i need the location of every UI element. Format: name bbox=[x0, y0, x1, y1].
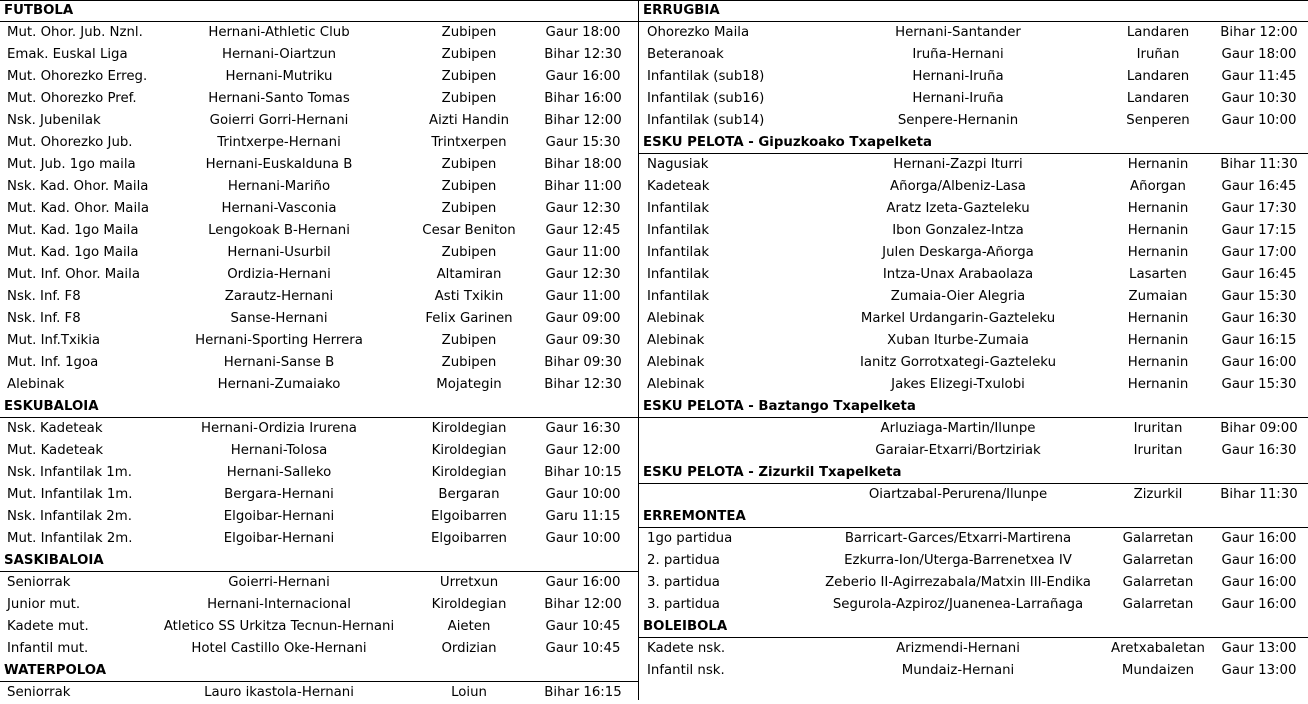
category-cell: Alebinak bbox=[7, 377, 65, 392]
venue-cell: Urretxun bbox=[439, 575, 499, 590]
time-cell: Bihar 11:30 bbox=[1220, 157, 1298, 172]
time-cell: Gaur 11:00 bbox=[545, 245, 621, 260]
match-cell: Xuban Iturbe-Zumaia bbox=[887, 333, 1029, 348]
section-title: ERRUGBIA bbox=[639, 0, 1308, 22]
section-esku-pelota-gipuzkoako-txapelketa bbox=[639, 132, 1308, 396]
match-cell: Senpere-Hernanin bbox=[897, 113, 1019, 128]
time-cell: Gaur 18:00 bbox=[1221, 47, 1297, 62]
table-row bbox=[639, 418, 1308, 440]
match-cell: Iruña-Hernani bbox=[912, 47, 1004, 62]
table-row bbox=[639, 198, 1308, 220]
table-row bbox=[639, 66, 1308, 88]
match-cell: Lengokoak B-Hernani bbox=[208, 223, 350, 238]
venue-cell: Zubipen bbox=[441, 245, 497, 260]
time-cell: Gaur 10:30 bbox=[1221, 91, 1297, 106]
time-cell: Garu 11:15 bbox=[545, 509, 621, 524]
venue-cell: Kiroldegian bbox=[431, 421, 507, 436]
venue-cell: Iruñan bbox=[1136, 47, 1180, 62]
time-cell: Gaur 13:00 bbox=[1221, 641, 1297, 656]
category-cell: Alebinak bbox=[647, 333, 705, 348]
time-cell: Bihar 18:00 bbox=[544, 157, 622, 172]
category-cell: Nsk. Inf. F8 bbox=[7, 289, 81, 304]
match-cell: Hernani-Mutriku bbox=[225, 69, 333, 84]
venue-cell: Iruritan bbox=[1133, 421, 1183, 436]
category-cell: Nsk. Inf. F8 bbox=[7, 311, 81, 326]
table-row bbox=[639, 352, 1308, 374]
category-cell: Infantilak bbox=[647, 267, 710, 282]
match-cell: Sanse-Hernani bbox=[230, 311, 328, 326]
time-cell: Gaur 16:15 bbox=[1221, 333, 1297, 348]
category-cell: 3. partidua bbox=[647, 597, 720, 612]
table-row bbox=[639, 286, 1308, 308]
category-cell: Infantilak bbox=[647, 223, 710, 238]
section-errugbia bbox=[639, 0, 1308, 132]
venue-cell: Hernanin bbox=[1127, 157, 1189, 172]
time-cell: Gaur 18:00 bbox=[545, 25, 621, 40]
table-row bbox=[639, 484, 1308, 506]
table-row bbox=[639, 594, 1308, 616]
match-cell: Jakes Elizegi-Txulobi bbox=[891, 377, 1025, 392]
match-cell: Elgoibar-Hernani bbox=[223, 509, 335, 524]
category-cell: Mut. Jub. 1go maila bbox=[7, 157, 136, 172]
venue-cell: Kiroldegian bbox=[431, 465, 507, 480]
time-cell: Bihar 11:00 bbox=[544, 179, 622, 194]
category-cell: Mut. Infantilak 2m. bbox=[7, 531, 133, 546]
table-row bbox=[639, 572, 1308, 594]
match-cell: Goierri Gorri-Hernani bbox=[209, 113, 349, 128]
match-cell: Hernani-Usurbil bbox=[227, 245, 331, 260]
category-cell: Kadete nsk. bbox=[647, 641, 726, 656]
match-cell: Lauro ikastola-Hernani bbox=[204, 685, 354, 700]
time-cell: Gaur 09:00 bbox=[545, 311, 621, 326]
table-row bbox=[0, 682, 638, 704]
table-row bbox=[0, 528, 638, 550]
venue-cell: Hernanin bbox=[1127, 311, 1189, 326]
venue-cell: Altamiran bbox=[436, 267, 502, 282]
venue-cell: Zumaian bbox=[1128, 289, 1188, 304]
match-cell: Ordizia-Hernani bbox=[227, 267, 331, 282]
table-row bbox=[0, 440, 638, 462]
time-cell: Bihar 11:30 bbox=[1220, 487, 1298, 502]
time-cell: Gaur 12:30 bbox=[545, 267, 621, 282]
match-cell: Ezkurra-Ion/Uterga-Barrenetxea IV bbox=[844, 553, 1072, 568]
match-cell: Zeberio II-Agirrezabala/Matxin III-Endika bbox=[825, 575, 1091, 590]
category-cell: Nsk. Kadeteak bbox=[7, 421, 103, 436]
venue-cell: Galarretan bbox=[1122, 531, 1194, 546]
table-row bbox=[0, 22, 638, 44]
category-cell: Infantil mut. bbox=[7, 641, 89, 656]
venue-cell: Zubipen bbox=[441, 91, 497, 106]
category-cell: 2. partidua bbox=[647, 553, 720, 568]
table-row bbox=[0, 242, 638, 264]
table-row bbox=[0, 418, 638, 440]
time-cell: Gaur 16:00 bbox=[1221, 553, 1297, 568]
time-cell: Gaur 17:30 bbox=[1221, 201, 1297, 216]
category-cell: Alebinak bbox=[647, 311, 705, 326]
time-cell: Gaur 11:00 bbox=[545, 289, 621, 304]
table-row bbox=[0, 198, 638, 220]
section-title: ERREMONTEA bbox=[639, 506, 1308, 528]
section-title: FUTBOLA bbox=[0, 0, 638, 22]
venue-cell: Zubipen bbox=[441, 355, 497, 370]
category-cell: Mut. Inf. 1goa bbox=[7, 355, 99, 370]
time-cell: Bihar 12:00 bbox=[544, 597, 622, 612]
time-cell: Bihar 12:00 bbox=[544, 113, 622, 128]
venue-cell: Landaren bbox=[1126, 69, 1190, 84]
match-cell: Hernani-Sporting Herrera bbox=[195, 333, 363, 348]
match-cell: Hernani-Internacional bbox=[207, 597, 351, 612]
time-cell: Bihar 16:15 bbox=[544, 685, 622, 700]
category-cell: Ohorezko Maila bbox=[647, 25, 750, 40]
table-row bbox=[0, 462, 638, 484]
venue-cell: Iruritan bbox=[1133, 443, 1183, 458]
category-cell: Infantilak bbox=[647, 201, 710, 216]
table-row bbox=[0, 110, 638, 132]
venue-cell: Zubipen bbox=[441, 157, 497, 172]
time-cell: Gaur 10:00 bbox=[545, 487, 621, 502]
venue-cell: Landaren bbox=[1126, 91, 1190, 106]
category-cell: Infantilak bbox=[647, 245, 710, 260]
section-futbola bbox=[0, 0, 638, 396]
match-cell: Hernani-Euskalduna B bbox=[205, 157, 353, 172]
match-cell: Hernani-Zumaiako bbox=[217, 377, 341, 392]
match-cell: Ibon Gonzalez-Intza bbox=[892, 223, 1024, 238]
match-cell: Hernani-Zazpi Iturri bbox=[893, 157, 1023, 172]
table-row bbox=[0, 88, 638, 110]
venue-cell: Hernanin bbox=[1127, 201, 1189, 216]
category-cell: Mut. Infantilak 1m. bbox=[7, 487, 133, 502]
match-cell: Oiartzabal-Perurena/Ilunpe bbox=[868, 487, 1048, 502]
venue-cell: Añorgan bbox=[1130, 179, 1186, 194]
table-row bbox=[639, 176, 1308, 198]
category-cell: Alebinak bbox=[647, 355, 705, 370]
time-cell: Gaur 12:45 bbox=[545, 223, 621, 238]
table-row bbox=[0, 154, 638, 176]
table-row bbox=[639, 330, 1308, 352]
time-cell: Gaur 11:45 bbox=[1221, 69, 1297, 84]
time-cell: Bihar 16:00 bbox=[544, 91, 622, 106]
time-cell: Gaur 17:00 bbox=[1221, 245, 1297, 260]
category-cell: Infantilak (sub18) bbox=[647, 69, 765, 84]
category-cell: Mut. Kad. 1go Maila bbox=[7, 223, 139, 238]
table-row bbox=[0, 572, 638, 594]
venue-cell: Elgoibarren bbox=[431, 509, 507, 524]
table-row bbox=[639, 550, 1308, 572]
time-cell: Gaur 16:30 bbox=[1221, 311, 1297, 326]
category-cell: Junior mut. bbox=[7, 597, 81, 612]
time-cell: Gaur 15:30 bbox=[1221, 377, 1297, 392]
venue-cell: Cesar Beniton bbox=[422, 223, 516, 238]
match-cell: Hernani-Ordizia Irurena bbox=[201, 421, 357, 436]
time-cell: Bihar 09:30 bbox=[544, 355, 622, 370]
left-column bbox=[0, 0, 638, 704]
category-cell: Beteranoak bbox=[647, 47, 724, 62]
section-title: ESKU PELOTA - Zizurkil Txapelketa bbox=[639, 462, 1308, 484]
table-row bbox=[639, 110, 1308, 132]
time-cell: Bihar 09:00 bbox=[1220, 421, 1298, 436]
category-cell: Mut. Inf.Txikia bbox=[7, 333, 101, 348]
match-cell: Elgoibar-Hernani bbox=[223, 531, 335, 546]
table-row bbox=[0, 594, 638, 616]
table-row bbox=[0, 264, 638, 286]
section-erremontea bbox=[639, 506, 1308, 616]
time-cell: Bihar 12:00 bbox=[1220, 25, 1298, 40]
table-row bbox=[0, 44, 638, 66]
venue-cell: Zubipen bbox=[441, 69, 497, 84]
table-row bbox=[0, 374, 638, 396]
category-cell: Nagusiak bbox=[647, 157, 709, 172]
match-cell: Intza-Unax Arabaolaza bbox=[882, 267, 1034, 282]
table-row bbox=[639, 88, 1308, 110]
venue-cell: Zubipen bbox=[441, 333, 497, 348]
category-cell: 1go partidua bbox=[647, 531, 733, 546]
venue-cell: Kiroldegian bbox=[431, 597, 507, 612]
time-cell: Gaur 09:30 bbox=[545, 333, 621, 348]
venue-cell: Mundaizen bbox=[1121, 663, 1195, 678]
match-cell: Hernani-Iruña bbox=[912, 69, 1004, 84]
venue-cell: Zubipen bbox=[441, 179, 497, 194]
match-cell: Arluziaga-Martin/Ilunpe bbox=[880, 421, 1036, 436]
table-row bbox=[639, 638, 1308, 660]
time-cell: Gaur 10:00 bbox=[1221, 113, 1297, 128]
category-cell: Infantilak (sub14) bbox=[647, 113, 765, 128]
time-cell: Bihar 12:30 bbox=[544, 47, 622, 62]
category-cell: Alebinak bbox=[647, 377, 705, 392]
table-row bbox=[639, 22, 1308, 44]
time-cell: Gaur 16:00 bbox=[545, 69, 621, 84]
venue-cell: Trintxerpen bbox=[431, 135, 507, 150]
category-cell: Seniorrak bbox=[7, 685, 71, 700]
match-cell: Zumaia-Oier Alegria bbox=[890, 289, 1026, 304]
match-cell: Zarautz-Hernani bbox=[224, 289, 334, 304]
venue-cell: Galarretan bbox=[1122, 553, 1194, 568]
match-cell: Aratz Izeta-Gazteleku bbox=[886, 201, 1030, 216]
section-title: ESKUBALOIA bbox=[0, 396, 638, 418]
venue-cell: Senperen bbox=[1126, 113, 1190, 128]
venue-cell: Lasarten bbox=[1129, 267, 1187, 282]
section-title: SASKIBALOIA bbox=[0, 550, 638, 572]
category-cell: Nsk. Infantilak 2m. bbox=[7, 509, 132, 524]
time-cell: Gaur 16:00 bbox=[1221, 531, 1297, 546]
match-cell: Hernani-Santander bbox=[895, 25, 1021, 40]
time-cell: Gaur 16:45 bbox=[1221, 267, 1297, 282]
venue-cell: Hernanin bbox=[1127, 377, 1189, 392]
venue-cell: Loiun bbox=[451, 685, 487, 700]
table-row bbox=[639, 264, 1308, 286]
time-cell: Gaur 16:30 bbox=[1221, 443, 1297, 458]
category-cell: Seniorrak bbox=[7, 575, 71, 590]
category-cell: Kadeteak bbox=[647, 179, 710, 194]
category-cell: Kadete mut. bbox=[7, 619, 89, 634]
category-cell: Nsk. Infantilak 1m. bbox=[7, 465, 132, 480]
category-cell: Mut. Kad. 1go Maila bbox=[7, 245, 139, 260]
table-row bbox=[639, 44, 1308, 66]
section-waterpoloa bbox=[0, 660, 638, 704]
table-row bbox=[0, 66, 638, 88]
match-cell: Julen Deskarga-Añorga bbox=[882, 245, 1034, 260]
match-cell: Mundaiz-Hernani bbox=[901, 663, 1015, 678]
category-cell: Infantil nsk. bbox=[647, 663, 725, 678]
table-row bbox=[0, 616, 638, 638]
category-cell: Infantilak bbox=[647, 289, 710, 304]
time-cell: Gaur 12:00 bbox=[545, 443, 621, 458]
venue-cell: Zubipen bbox=[441, 47, 497, 62]
category-cell: Mut. Ohorezko Pref. bbox=[7, 91, 137, 106]
match-cell: Barricart-Garces/Etxarri-Martirena bbox=[844, 531, 1072, 546]
table-row bbox=[639, 440, 1308, 462]
category-cell: Infantilak (sub16) bbox=[647, 91, 765, 106]
venue-cell: Asti Txikin bbox=[434, 289, 504, 304]
venue-cell: Felix Garinen bbox=[425, 311, 513, 326]
time-cell: Gaur 16:00 bbox=[545, 575, 621, 590]
match-cell: Ianitz Gorrotxategi-Gazteleku bbox=[859, 355, 1057, 370]
category-cell: Mut. Ohor. Jub. Nznl. bbox=[7, 25, 143, 40]
section-eskubaloia bbox=[0, 396, 638, 550]
match-cell: Hernani-Sanse B bbox=[223, 355, 335, 370]
table-row bbox=[0, 308, 638, 330]
table-row bbox=[639, 308, 1308, 330]
category-cell: Mut. Kadeteak bbox=[7, 443, 104, 458]
match-cell: Hernani-Santo Tomas bbox=[208, 91, 350, 106]
time-cell: Gaur 17:15 bbox=[1221, 223, 1297, 238]
match-cell: Hernani-Mariño bbox=[227, 179, 331, 194]
match-cell: Hernani-Salleko bbox=[226, 465, 332, 480]
match-cell: Añorga/Albeniz-Lasa bbox=[890, 179, 1026, 194]
time-cell: Gaur 15:30 bbox=[1221, 289, 1297, 304]
category-cell: 3. partidua bbox=[647, 575, 720, 590]
table-row bbox=[0, 330, 638, 352]
table-row bbox=[639, 660, 1308, 682]
time-cell: Gaur 10:45 bbox=[545, 619, 621, 634]
time-cell: Gaur 10:00 bbox=[545, 531, 621, 546]
table-row bbox=[639, 242, 1308, 264]
venue-cell: Zubipen bbox=[441, 25, 497, 40]
match-cell: Hernani-Oiartzun bbox=[221, 47, 337, 62]
match-cell: Hernani-Vasconia bbox=[221, 201, 337, 216]
section-esku-pelota-zizurkil-txapelketa bbox=[639, 462, 1308, 506]
category-cell: Mut. Kad. Ohor. Maila bbox=[7, 201, 149, 216]
venue-cell: Zizurkil bbox=[1133, 487, 1183, 502]
venue-cell: Zubipen bbox=[441, 201, 497, 216]
match-cell: Hernani-Athletic Club bbox=[208, 25, 350, 40]
venue-cell: Aizti Handin bbox=[428, 113, 510, 128]
table-row bbox=[0, 220, 638, 242]
match-cell: Bergara-Hernani bbox=[224, 487, 334, 502]
match-cell: Trintxerpe-Hernani bbox=[217, 135, 341, 150]
right-column bbox=[638, 0, 1308, 700]
venue-cell: Kiroldegian bbox=[431, 443, 507, 458]
venue-cell: Ordizian bbox=[441, 641, 497, 656]
match-cell: Segurola-Azpiroz/Juanenea-Larrañaga bbox=[832, 597, 1084, 612]
venue-cell: Elgoibarren bbox=[431, 531, 507, 546]
section-boleibola bbox=[639, 616, 1308, 682]
category-cell: Mut. Inf. Ohor. Maila bbox=[7, 267, 140, 282]
venue-cell: Bergaran bbox=[438, 487, 500, 502]
match-cell: Hernani-Tolosa bbox=[230, 443, 328, 458]
match-cell: Goierri-Hernani bbox=[228, 575, 330, 590]
time-cell: Gaur 13:00 bbox=[1221, 663, 1297, 678]
time-cell: Gaur 15:30 bbox=[545, 135, 621, 150]
section-esku-pelota-baztango-txapelketa bbox=[639, 396, 1308, 462]
section-title: BOLEIBOLA bbox=[639, 616, 1308, 638]
table-row bbox=[0, 638, 638, 660]
table-row bbox=[0, 506, 638, 528]
table-row bbox=[0, 132, 638, 154]
venue-cell: Aretxabaletan bbox=[1111, 641, 1205, 656]
table-row bbox=[639, 154, 1308, 176]
time-cell: Bihar 12:30 bbox=[544, 377, 622, 392]
table-row bbox=[0, 484, 638, 506]
venue-cell: Hernanin bbox=[1127, 355, 1189, 370]
venue-cell: Hernanin bbox=[1127, 245, 1189, 260]
match-cell: Arizmendi-Hernani bbox=[896, 641, 1020, 656]
time-cell: Bihar 10:15 bbox=[544, 465, 622, 480]
venue-cell: Mojategin bbox=[436, 377, 502, 392]
time-cell: Gaur 16:45 bbox=[1221, 179, 1297, 194]
section-title: WATERPOLOA bbox=[0, 660, 638, 682]
category-cell: Mut. Ohorezko Erreg. bbox=[7, 69, 148, 84]
match-cell: Hotel Castillo Oke-Hernani bbox=[191, 641, 367, 656]
time-cell: Gaur 16:00 bbox=[1221, 597, 1297, 612]
time-cell: Gaur 16:00 bbox=[1221, 575, 1297, 590]
venue-cell: Hernanin bbox=[1127, 223, 1189, 238]
time-cell: Gaur 16:30 bbox=[545, 421, 621, 436]
category-cell: Nsk. Kad. Ohor. Maila bbox=[7, 179, 149, 194]
section-title: ESKU PELOTA - Baztango Txapelketa bbox=[639, 396, 1308, 418]
category-cell: Mut. Ohorezko Jub. bbox=[7, 135, 133, 150]
table-row bbox=[639, 528, 1308, 550]
table-row bbox=[0, 286, 638, 308]
venue-cell: Galarretan bbox=[1122, 597, 1194, 612]
match-cell: Markel Urdangarin-Gazteleku bbox=[860, 311, 1056, 326]
section-saskibaloia bbox=[0, 550, 638, 660]
match-cell: Hernani-Iruña bbox=[912, 91, 1004, 106]
time-cell: Gaur 10:45 bbox=[545, 641, 621, 656]
table-row bbox=[639, 220, 1308, 242]
match-cell: Atletico SS Urkitza Tecnun-Hernani bbox=[163, 619, 395, 634]
section-title: ESKU PELOTA - Gipuzkoako Txapelketa bbox=[639, 132, 1308, 154]
venue-cell: Hernanin bbox=[1127, 333, 1189, 348]
category-cell: Emak. Euskal Liga bbox=[7, 47, 128, 62]
time-cell: Gaur 16:00 bbox=[1221, 355, 1297, 370]
table-row bbox=[0, 176, 638, 198]
match-cell: Garaiar-Etxarri/Bortziriak bbox=[875, 443, 1041, 458]
venue-cell: Galarretan bbox=[1122, 575, 1194, 590]
time-cell: Gaur 12:30 bbox=[545, 201, 621, 216]
table-row bbox=[639, 374, 1308, 396]
table-row bbox=[0, 352, 638, 374]
category-cell: Nsk. Jubenilak bbox=[7, 113, 101, 128]
venue-cell: Landaren bbox=[1126, 25, 1190, 40]
venue-cell: Aieten bbox=[447, 619, 491, 634]
